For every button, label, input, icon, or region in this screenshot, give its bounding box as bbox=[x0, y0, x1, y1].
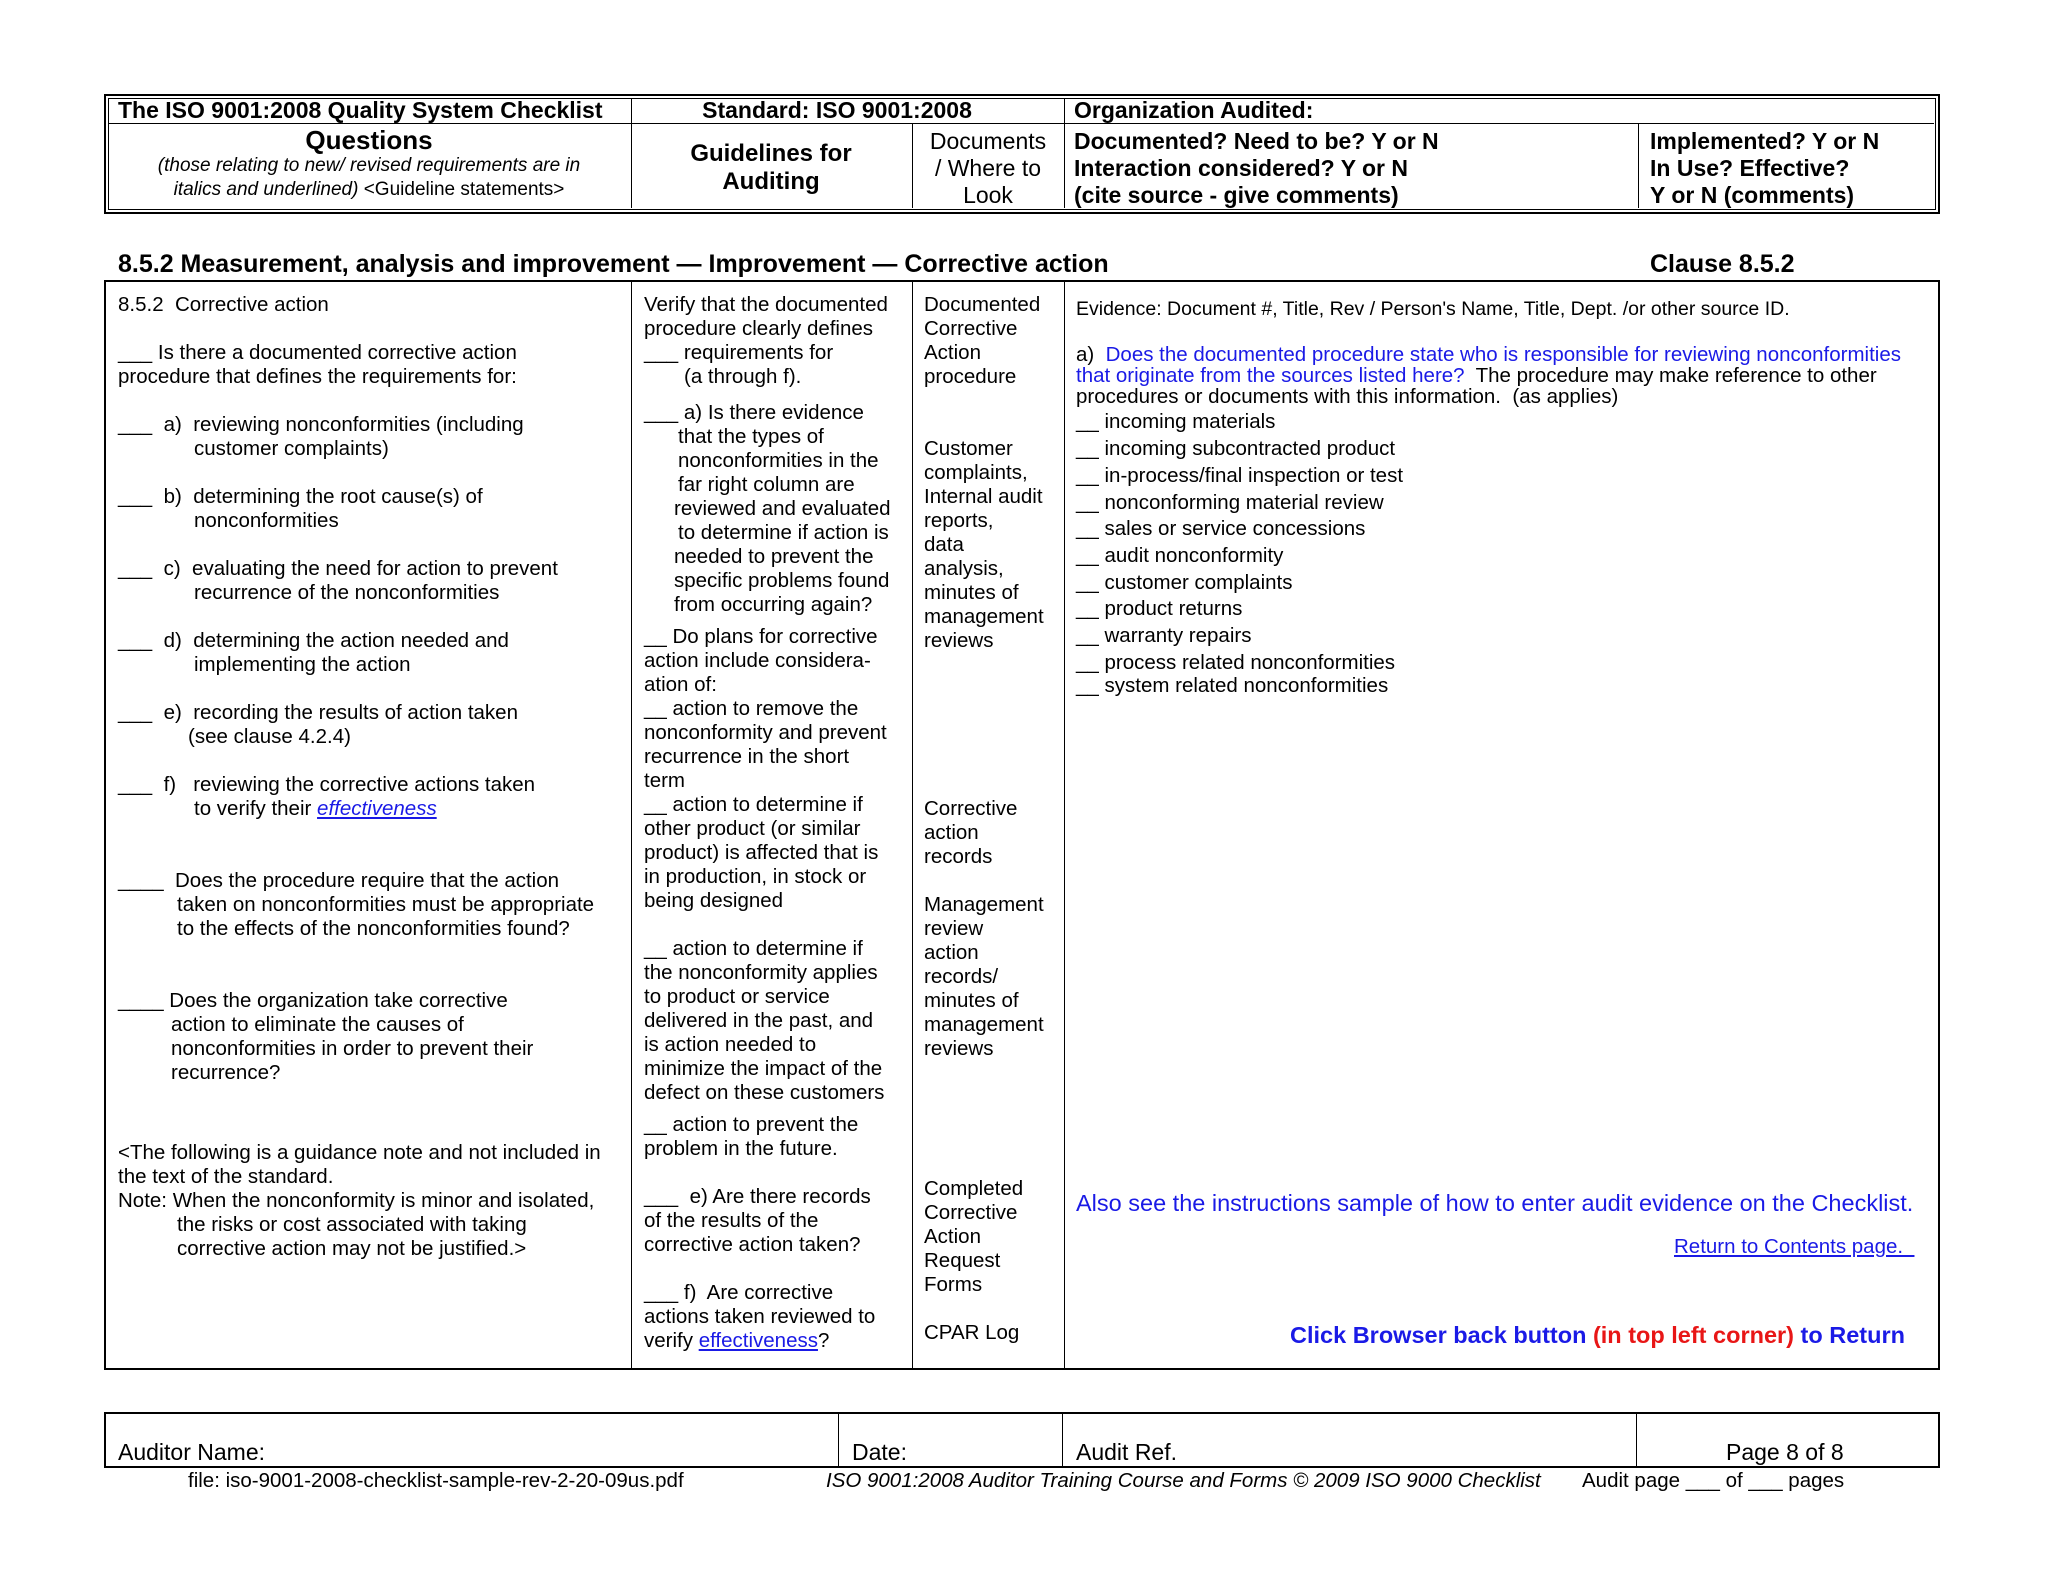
documents-line: Look bbox=[963, 182, 1013, 208]
question-corrective-cont: nonconformities in order to prevent their bbox=[171, 1037, 534, 1060]
question-appropriate: ____ Does the procedure require that the action bbox=[118, 869, 560, 892]
doc-group-line: reviews bbox=[924, 629, 994, 652]
also-see-instructions-link[interactable]: Also see the instructions sample of how to enter audit evidence on the Checklist. bbox=[1076, 1190, 1914, 1216]
doc-group-line: action bbox=[924, 941, 979, 964]
source-item: __ incoming materials bbox=[1076, 410, 1276, 433]
audit-page-count: Audit page ___ of ___ pages bbox=[1582, 1469, 1845, 1492]
guideline-text: corrective action taken? bbox=[644, 1233, 861, 1256]
col-divider bbox=[912, 282, 913, 1369]
source-item: __ nonconforming material review bbox=[1076, 491, 1384, 514]
guideline-text: ___ f) Are corrective bbox=[644, 1281, 834, 1304]
checklist-title: The ISO 9001:2008 Quality System Checklist bbox=[118, 97, 603, 123]
guideline-text: __ action to determine if bbox=[644, 793, 863, 816]
questions-title: Questions bbox=[305, 125, 433, 155]
page-number: Page 8 of 8 bbox=[1726, 1439, 1844, 1465]
questions-note-italic: italics and underlined) bbox=[173, 179, 359, 200]
source-item: __ system related nonconformities bbox=[1076, 674, 1389, 697]
clause-number: Clause 8.5.2 bbox=[1650, 250, 1795, 278]
evidence-question-a-cont: procedures or documents with this information. (as applies) bbox=[1076, 385, 1619, 408]
doc-group-line: reviews bbox=[924, 1037, 994, 1060]
guideline-text: actions taken reviewed to bbox=[644, 1305, 876, 1328]
guidelines-header bbox=[632, 140, 910, 196]
effectiveness-link[interactable]: effectiveness bbox=[317, 797, 437, 820]
source-item: __ in-process/final inspection or test bbox=[1076, 464, 1404, 487]
question-corrective-cont: recurrence? bbox=[171, 1061, 281, 1084]
question-a-note: The procedure may make reference to other bbox=[1464, 364, 1877, 387]
guideline-text: far right column are bbox=[678, 473, 855, 496]
guideline-text: to product or service bbox=[644, 985, 830, 1008]
guideline-text: from occurring again? bbox=[674, 593, 873, 616]
guideline-text: term bbox=[644, 769, 685, 792]
guideline-text: Verify that the documented bbox=[644, 293, 888, 316]
guidelines-line: Guidelines for bbox=[690, 140, 852, 167]
doc-group-line: analysis, bbox=[924, 557, 1004, 580]
guideline-text: __ action to determine if bbox=[644, 937, 863, 960]
guideline-text: procedure clearly defines bbox=[644, 317, 874, 340]
doc-group-line: Customer bbox=[924, 437, 1013, 460]
auditor-info-table bbox=[104, 1412, 1940, 1468]
question-text: ___ Is there a documented corrective action bbox=[118, 341, 517, 364]
guideline-text: is action needed to bbox=[644, 1033, 817, 1056]
guideline-text bbox=[644, 1329, 829, 1353]
guidance-note: the risks or cost associated with taking bbox=[177, 1213, 527, 1236]
question-corrective-cont: action to eliminate the causes of bbox=[171, 1013, 464, 1036]
guideline-text: other product (or similar bbox=[644, 817, 861, 840]
return-to-contents-link[interactable]: Return to Contents page. bbox=[1674, 1235, 1915, 1258]
doc-group-line: procedure bbox=[924, 365, 1017, 388]
requirement-b-cont: nonconformities bbox=[194, 509, 339, 532]
documented-line: Documented? Need to be? Y or N bbox=[1074, 128, 1439, 154]
implemented-line: Implemented? Y or N bbox=[1650, 128, 1880, 154]
guideline-text: __ action to prevent the bbox=[644, 1113, 859, 1136]
question-a-text: that originate from the sources listed here? bbox=[1076, 364, 1465, 387]
guideline-text: action include considera- bbox=[644, 649, 871, 672]
guidance-note: <The following is a guidance note and not included in bbox=[118, 1141, 601, 1164]
doc-group-line: Completed bbox=[924, 1177, 1024, 1200]
guideline-text: needed to prevent the bbox=[674, 545, 874, 568]
requirement-d: ___ d) determining the action needed and bbox=[118, 629, 509, 652]
guideline-text: nonconformities in the bbox=[678, 449, 879, 472]
guidelines-line: Auditing bbox=[722, 168, 820, 195]
documented-header bbox=[1074, 128, 1634, 209]
header-col-divider bbox=[1064, 99, 1065, 208]
section-title: 8.5.2 Measurement, analysis and improvement — Improvement — Corrective action bbox=[118, 250, 1109, 278]
doc-group-line: action bbox=[924, 821, 979, 844]
header-col-divider bbox=[1638, 123, 1639, 208]
organization-audited-label: Organization Audited: bbox=[1074, 97, 1314, 123]
requirement-f-cont bbox=[194, 797, 437, 821]
guideline-text: specific problems found bbox=[674, 569, 890, 592]
question-appropriate-cont: to the effects of the nonconformities found? bbox=[177, 917, 570, 940]
date-label: Date: bbox=[852, 1439, 907, 1465]
back-instruction-text: Click Browser back button bbox=[1290, 1322, 1593, 1348]
requirement-c: ___ c) evaluating the need for action to prevent bbox=[118, 557, 558, 580]
guideline-statements-note: <Guideline statements> bbox=[358, 179, 565, 200]
cpar-log: CPAR Log bbox=[924, 1321, 1020, 1344]
implemented-line: Y or N (comments) bbox=[1650, 182, 1855, 208]
requirement-c-cont: recurrence of the nonconformities bbox=[194, 581, 500, 604]
source-item: __ sales or service concessions bbox=[1076, 517, 1366, 540]
source-item: __ process related nonconformities bbox=[1076, 651, 1396, 674]
guideline-text: delivered in the past, and bbox=[644, 1009, 874, 1032]
col-divider bbox=[1636, 1414, 1637, 1467]
doc-group-line: Action bbox=[924, 1225, 981, 1248]
doc-group-line: Forms bbox=[924, 1273, 983, 1296]
guideline-text: that the types of bbox=[678, 425, 824, 448]
source-item: __ audit nonconformity bbox=[1076, 544, 1284, 567]
doc-group-line: data bbox=[924, 533, 964, 556]
documented-line: (cite source - give comments) bbox=[1074, 182, 1399, 208]
guideline-text: in production, in stock or bbox=[644, 865, 867, 888]
audit-ref-label: Audit Ref. bbox=[1076, 1439, 1177, 1465]
browser-back-instruction bbox=[1290, 1321, 1905, 1349]
guideline-text: reviewed and evaluated bbox=[674, 497, 891, 520]
guideline-text: to determine if action is bbox=[678, 521, 889, 544]
source-item: __ warranty repairs bbox=[1076, 624, 1252, 647]
requirement-f-text: to verify their bbox=[194, 797, 318, 820]
doc-group-line: management bbox=[924, 1013, 1044, 1036]
effectiveness-link[interactable]: effectiveness bbox=[698, 1329, 818, 1352]
source-item: __ customer complaints bbox=[1076, 571, 1293, 594]
requirement-d-cont: implementing the action bbox=[194, 653, 411, 676]
guideline-text: ___ requirements for bbox=[644, 341, 834, 364]
standard-label: Standard: ISO 9001:2008 bbox=[702, 97, 972, 123]
doc-group-line: minutes of bbox=[924, 989, 1019, 1012]
requirement-a: ___ a) reviewing nonconformities (including bbox=[118, 413, 524, 436]
doc-group-line: Corrective bbox=[924, 797, 1018, 820]
col-divider bbox=[1064, 282, 1065, 1369]
guidance-note: corrective action may not be justified.> bbox=[177, 1237, 527, 1260]
doc-group-line: complaints, bbox=[924, 461, 1028, 484]
implemented-header bbox=[1650, 128, 1930, 209]
guideline-text-part: ? bbox=[817, 1329, 830, 1352]
requirement-e: ___ e) recording the results of action taken bbox=[118, 701, 518, 724]
header-row-divider bbox=[109, 123, 1934, 124]
doc-group-line: records/ bbox=[924, 965, 999, 988]
evidence-instructions: Evidence: Document #, Title, Rev / Person's Name, Title, Dept. /or other source ID. bbox=[1076, 298, 1790, 320]
doc-group-line: minutes of bbox=[924, 581, 1019, 604]
guideline-text: of the results of the bbox=[644, 1209, 819, 1232]
documents-line: / Where to bbox=[934, 155, 1042, 181]
guideline-text: the nonconformity applies bbox=[644, 961, 878, 984]
doc-group-line: Corrective bbox=[924, 317, 1018, 340]
guidance-note: the text of the standard. bbox=[118, 1165, 334, 1188]
doc-group-line: Management bbox=[924, 893, 1044, 916]
question-text: procedure that defines the requirements for: bbox=[118, 365, 517, 388]
doc-group-line: Request bbox=[924, 1249, 1001, 1272]
guideline-text: recurrence in the short bbox=[644, 745, 850, 768]
guideline-text: minimize the impact of the bbox=[644, 1057, 883, 1080]
question-a-prefix: a) bbox=[1076, 343, 1106, 366]
guideline-text: (a through f). bbox=[684, 365, 802, 388]
guideline-text-part: verify bbox=[644, 1329, 699, 1352]
questions-note: (those relating to new/ revised requirements are in bbox=[157, 155, 581, 176]
guideline-text: problem in the future. bbox=[644, 1137, 838, 1160]
requirement-a-cont: customer complaints) bbox=[194, 437, 389, 460]
guideline-text: defect on these customers bbox=[644, 1081, 885, 1104]
col-divider bbox=[838, 1414, 839, 1467]
doc-group-line: records bbox=[924, 845, 993, 868]
doc-group-line: Internal audit bbox=[924, 485, 1043, 508]
implemented-line: In Use? Effective? bbox=[1650, 155, 1850, 181]
col-divider bbox=[1062, 1414, 1063, 1467]
doc-group-line: reports, bbox=[924, 509, 994, 532]
doc-group-line: management bbox=[924, 605, 1044, 628]
guideline-text: __ action to remove the bbox=[644, 697, 859, 720]
file-name: file: iso-9001-2008-checklist-sample-rev-2-20-09us.pdf bbox=[188, 1469, 684, 1492]
clause-heading: 8.5.2 Corrective action bbox=[118, 293, 329, 316]
documented-line: Interaction considered? Y or N bbox=[1074, 155, 1409, 181]
auditor-name-label: Auditor Name: bbox=[118, 1439, 266, 1465]
course-copyright: ISO 9001:2008 Auditor Training Course and Forms © 2009 ISO 9000 Checklist bbox=[826, 1469, 1541, 1492]
source-item: __ product returns bbox=[1076, 597, 1243, 620]
doc-group-line: Documented bbox=[924, 293, 1041, 316]
documents-header bbox=[912, 128, 1064, 209]
source-item: __ incoming subcontracted product bbox=[1076, 437, 1396, 460]
guidance-note: Note: When the nonconformity is minor and isolated, bbox=[118, 1189, 595, 1212]
col-divider bbox=[631, 282, 632, 1369]
back-instruction-text: to Return bbox=[1794, 1322, 1905, 1348]
guideline-text: ___ a) Is there evidence bbox=[644, 401, 864, 424]
question-corrective: ____ Does the organization take corrective bbox=[118, 989, 508, 1012]
guideline-text: __ Do plans for corrective bbox=[644, 625, 878, 648]
guideline-text: being designed bbox=[644, 889, 784, 912]
question-a-text: Does the documented procedure state who is responsible for reviewing nonconformities bbox=[1105, 343, 1902, 366]
guideline-text: nonconformity and prevent bbox=[644, 721, 887, 744]
requirement-b: ___ b) determining the root cause(s) of bbox=[118, 485, 483, 508]
guideline-text: ___ e) Are there records bbox=[644, 1185, 871, 1208]
doc-group-line: Corrective bbox=[924, 1201, 1018, 1224]
questions-header bbox=[110, 126, 628, 202]
guideline-text: ation of: bbox=[644, 673, 717, 696]
requirement-e-cont: (see clause 4.2.4) bbox=[188, 725, 351, 748]
documents-line: Documents bbox=[929, 128, 1047, 154]
questions-note-2 bbox=[110, 178, 628, 202]
doc-group-line: Action bbox=[924, 341, 981, 364]
doc-group-line: review bbox=[924, 917, 984, 940]
guideline-text: product) is affected that is bbox=[644, 841, 879, 864]
back-instruction-location: (in top left corner) bbox=[1592, 1322, 1794, 1348]
requirement-f: ___ f) reviewing the corrective actions taken bbox=[118, 773, 536, 796]
question-appropriate-cont: taken on nonconformities must be appropriate bbox=[177, 893, 595, 916]
